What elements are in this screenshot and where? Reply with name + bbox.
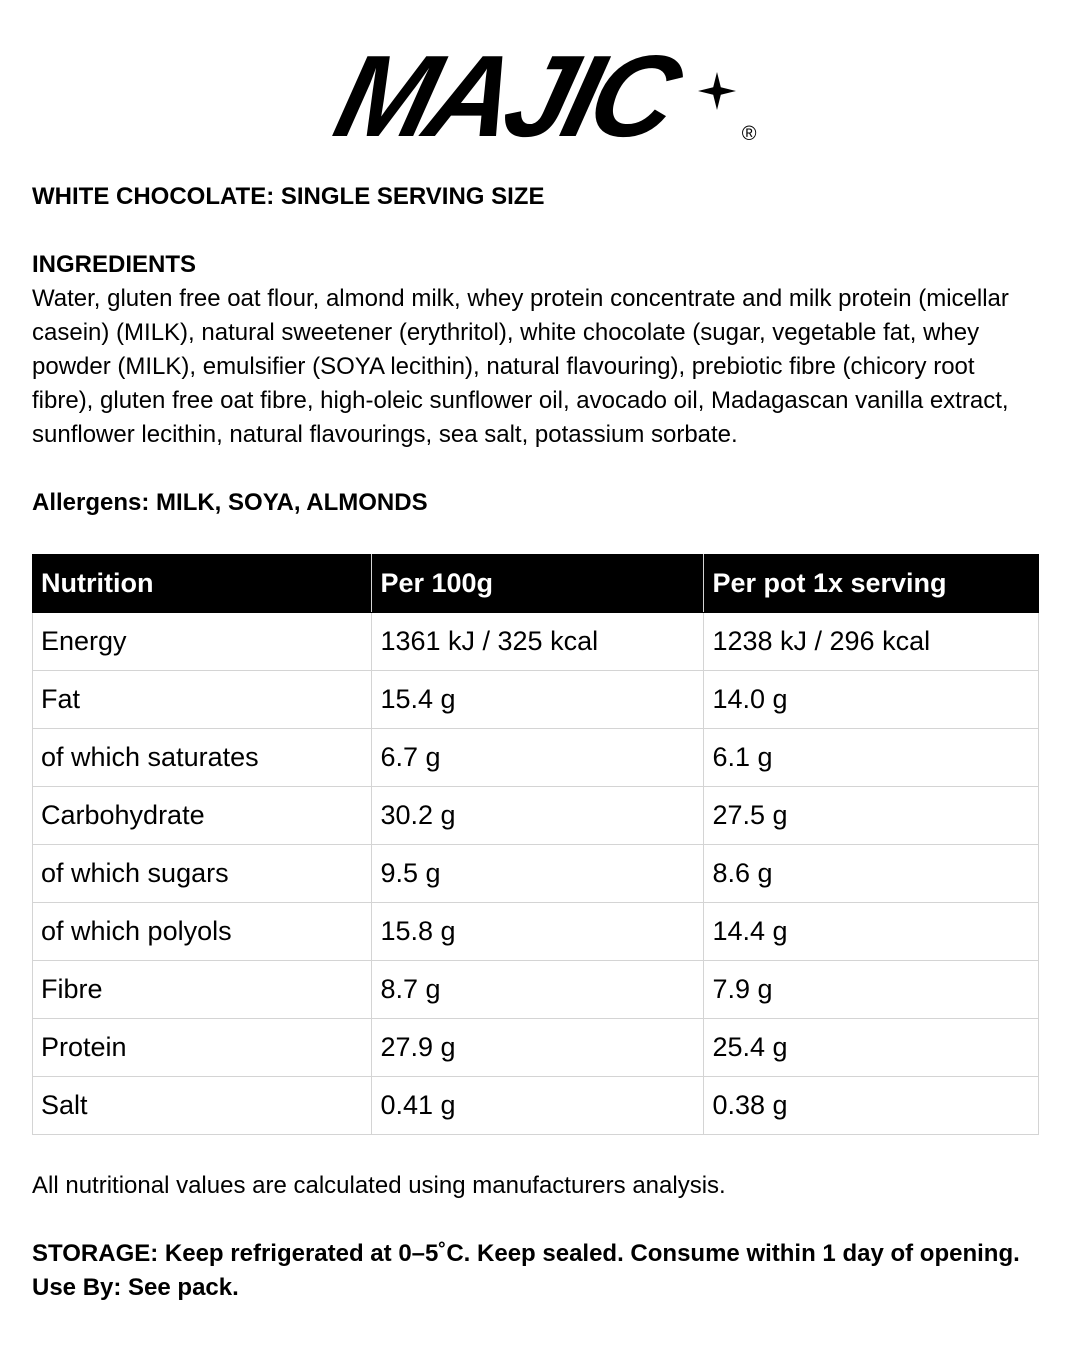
nutrient-name: Energy: [33, 613, 372, 671]
ingredients-text: Water, gluten free oat flour, almond milk, whey protein concentrate and milk protein (micellar casein) (MILK), natural sweetener (erythritol), white chocolate (sugar, vegetable fat, whey powder (MILK), emulsifier (SOYA lecithin), natural flavouring), prebiotic fibre (chicory root fibre), gluten free oat fibre, high-oleic sunflower oil, avocado oil, Madagascan vanilla extract, sunflower lecithin, natural flavourings, sea salt, potassium sorbate.: [32, 285, 1009, 448]
per-serving-value: 7.9 g: [704, 961, 1039, 1019]
per-serving-value: 8.6 g: [704, 845, 1039, 903]
nutrient-name: of which polyols: [33, 903, 372, 961]
nutrient-name: Salt: [33, 1077, 372, 1135]
per-100g-value: 9.5 g: [372, 845, 704, 903]
brand-logo-wordmark: MAJIC: [323, 31, 687, 161]
table-row: [33, 671, 1039, 729]
table-row: [33, 1077, 1039, 1135]
table-row: [33, 729, 1039, 787]
sparkle-star-icon: [698, 72, 736, 110]
nutrient-name: Carbohydrate: [33, 787, 372, 845]
nutrient-name: of which saturates: [33, 729, 372, 787]
table-row: [33, 903, 1039, 961]
storage-instructions: STORAGE: Keep refrigerated at 0–5˚C. Keep sealed. Consume within 1 day of opening. Use By: See pack.: [32, 1240, 1020, 1301]
per-serving-column-header: Per pot 1x serving: [704, 555, 1039, 613]
spacer: [32, 1135, 1042, 1169]
per-100g-value: 30.2 g: [372, 787, 704, 845]
ingredients-heading: INGREDIENTS: [32, 251, 197, 278]
per-100g-column-header: Per 100g: [372, 555, 704, 613]
per-100g-value: 15.4 g: [372, 671, 704, 729]
table-row: [33, 1019, 1039, 1077]
table-row: [33, 845, 1039, 903]
nutrient-name: Fibre: [33, 961, 372, 1019]
per-serving-value: 1238 kJ / 296 kcal: [704, 613, 1039, 671]
per-100g-value: 8.7 g: [372, 961, 704, 1019]
allergens-line: Allergens: MILK, SOYA, ALMONDS: [32, 489, 428, 516]
table-row: [33, 613, 1039, 671]
per-serving-value: 14.0 g: [704, 671, 1039, 729]
per-100g-value: 1361 kJ / 325 kcal: [372, 613, 704, 671]
per-100g-value: 6.7 g: [372, 729, 704, 787]
nutrition-table-header-row: [33, 555, 1039, 613]
brand-logo: [323, 31, 757, 161]
per-serving-value: 6.1 g: [704, 729, 1039, 787]
per-100g-value: 15.8 g: [372, 903, 704, 961]
nutrient-name: of which sugars: [33, 845, 372, 903]
nutrition-column-header: Nutrition: [33, 555, 372, 613]
nutrient-name: Protein: [33, 1019, 372, 1077]
per-100g-value: 0.41 g: [372, 1077, 704, 1135]
nutrient-name: Fat: [33, 671, 372, 729]
spacer: [32, 214, 1042, 248]
per-serving-value: 27.5 g: [704, 787, 1039, 845]
spacer: [32, 452, 1042, 486]
spacer: [32, 1203, 1042, 1237]
label-content: [32, 180, 1042, 1305]
per-serving-value: 0.38 g: [704, 1077, 1039, 1135]
nutrition-footnote: All nutritional values are calculated using manufacturers analysis.: [32, 1172, 726, 1199]
table-row: [33, 961, 1039, 1019]
table-row: [33, 787, 1039, 845]
product-title: WHITE CHOCOLATE: SINGLE SERVING SIZE: [32, 183, 545, 210]
per-serving-value: 25.4 g: [704, 1019, 1039, 1077]
brand-logo-area: [0, 31, 1080, 161]
per-100g-value: 27.9 g: [372, 1019, 704, 1077]
nutrition-table: [32, 554, 1039, 1135]
registered-mark: ®: [741, 123, 757, 145]
per-serving-value: 14.4 g: [704, 903, 1039, 961]
